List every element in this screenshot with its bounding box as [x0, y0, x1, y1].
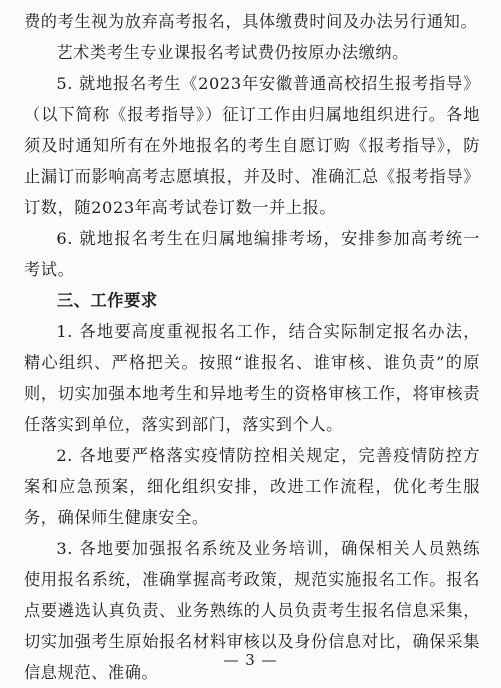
- page-number: — 3 —: [223, 651, 278, 669]
- paragraph-fee-continuation: 费的考生视为放弃高考报名，具体缴费时间及办法另行通知。: [24, 12, 478, 31]
- requirement-1: 1. 各地要高度重视报名工作，结合实际制定报名办法，精心组织、严格把关。按照“谁报名、谁审核、谁负责”的原则，切实加强本地考生和异地考生的资格审核工作，将审核责任落实到单位，落实到部门，落实到个人。: [24, 322, 480, 434]
- requirement-2: 2. 各地要严格落实疫情防控相关规定，完善疫情防控方案和应急预案，细化组织安排，改进工作流程，优化考生服务，确保师生健康安全。: [24, 446, 480, 527]
- paragraph-art-exam-fee: 艺术类考生专业课报名考试费仍按原办法缴纳。: [56, 43, 409, 62]
- paragraph-item-5: 5. 就地报名考生《2023年安徽普通高校招生报考指导》（以下简称《报考指导》）征订工作由归属地组织进行。各地须及时通知所有在外地报名的考生自愿订购《报考指导》，防止漏订而影响高考志愿填报，并及时、准确汇总《报考指导》订数，随2023年高考试卷订数一并上报。: [24, 74, 480, 217]
- section-heading-work-requirements: 三、工作要求: [56, 291, 158, 310]
- requirement-3: 3. 各地要加强报名系统及业务培训，确保相关人员熟练使用报名系统，准确掌握高考政策，规范实施报名工作。报名点要遴选认真负责、业务熟练的人员负责考生报名信息采集，切实加强考生原始报名材料审核以及身份信息对比，确保采集信息规范、准确。: [24, 539, 480, 682]
- document-body: [24, 6, 480, 688]
- paragraph-item-6: 6. 就地报名考生在归属地编排考场，安排参加高考统一考试。: [24, 229, 480, 279]
